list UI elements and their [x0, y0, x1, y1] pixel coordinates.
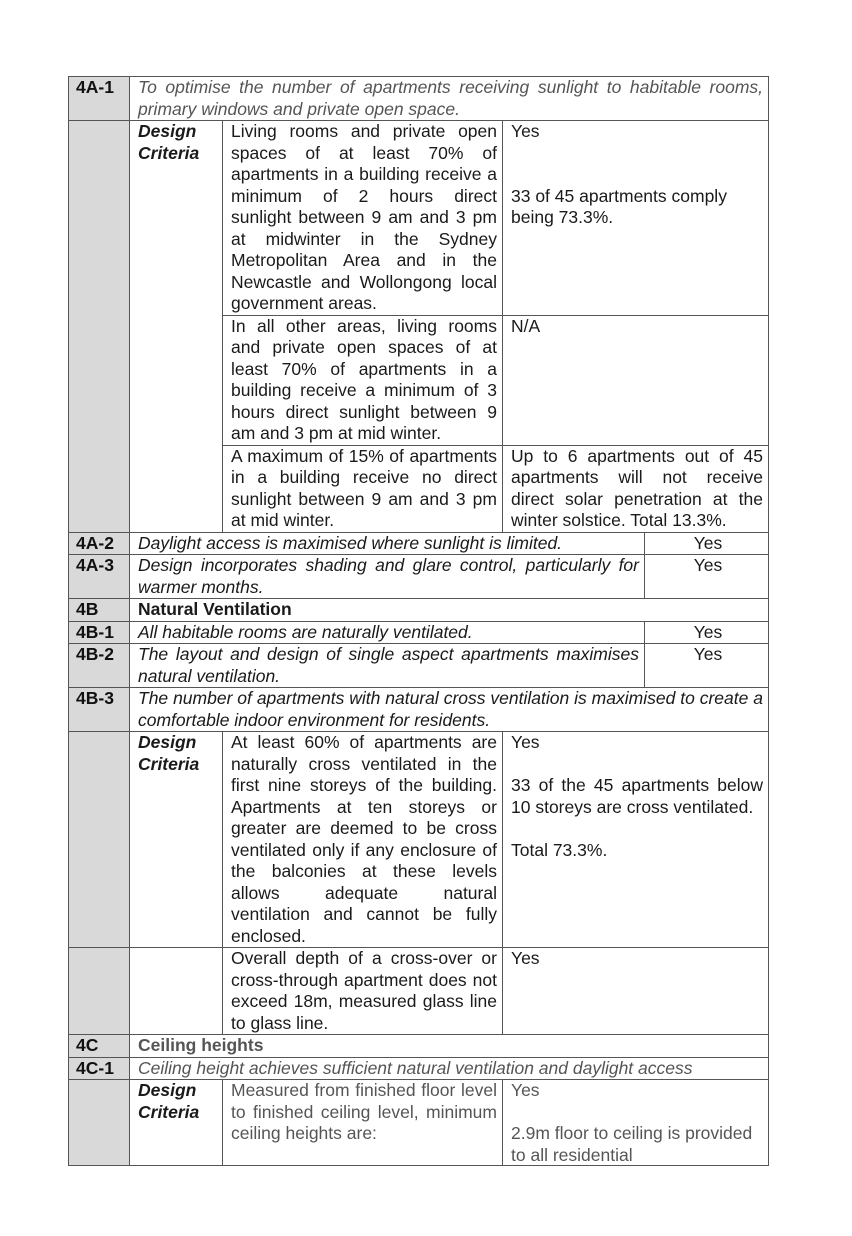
criteria-text: At least 60% of apartments are naturally cross ventilated in the first nine storeys of the building. Apartments at ten storeys or greater are deemed to be cross ventilated only if any enclosure of the balconies at these levels allows adequate natural ventilation and cannot be fully enclosed. [223, 732, 503, 948]
objective-text: All habitable rooms are naturally ventilated. [130, 621, 645, 644]
result-note: 33 of 45 apartments comply being 73.3%. [511, 185, 727, 227]
result-text: Yes [645, 555, 769, 599]
row-code-empty [69, 121, 130, 533]
table-row [69, 1057, 769, 1080]
row-code: 4B-2 [69, 644, 130, 688]
result-cell [503, 121, 769, 316]
result-cell [503, 1080, 769, 1166]
row-code: 4B-1 [69, 621, 130, 644]
row-code: 4A-1 [69, 77, 130, 121]
criteria-text-inner: Measured from finished floor level to finished ceiling level, minimum ceiling heights are: [231, 1080, 497, 1143]
criteria-text [223, 1080, 503, 1166]
empty-label-cell [130, 948, 223, 1035]
objective-text: The layout and design of single aspect apartments maximises natural ventilation. [130, 644, 645, 688]
criteria-text: Overall depth of a cross-over or cross-through apartment does not exceed 18m, measured glass line to glass line. [223, 948, 503, 1035]
objective-text: Ceiling height achieves sufficient natural ventilation and daylight access [130, 1057, 769, 1080]
result-text: Yes [645, 621, 769, 644]
objective-text: To optimise the number of apartments receiving sunlight to habitable rooms, primary windows and private open space. [130, 77, 769, 121]
result-text: Yes [503, 948, 769, 1035]
section-code: 4C [69, 1035, 130, 1058]
result-text: Yes [511, 121, 540, 141]
result-text: Up to 6 apartments out of 45 apartments will not receive direct solar penetration at the winter solstice. Total 13.3%. [503, 445, 769, 532]
row-code: 4C-1 [69, 1057, 130, 1080]
row-code-empty [69, 732, 130, 948]
criteria-text: Living rooms and private open spaces of at least 70% of apartments in a building receive a minimum of 2 hours direct sunlight between 9 am and 3 pm at midwinter in the Sydney Metropolitan Area and in the Newcastle and Wollongong local government areas. [223, 121, 503, 316]
table-row [69, 599, 769, 622]
objective-text: Daylight access is maximised where sunlight is limited. [130, 532, 645, 555]
table-row [69, 1080, 769, 1166]
design-criteria-label: Design Criteria [130, 732, 223, 948]
table-row [69, 555, 769, 599]
row-code: 4A-2 [69, 532, 130, 555]
result-text: Yes 2.9m floor to ceiling is provided to all residential [511, 1080, 753, 1165]
design-criteria-label: Design Criteria [130, 1080, 223, 1166]
table-row [69, 732, 769, 948]
objective-text: Design incorporates shading and glare control, particularly for warmer months. [130, 555, 645, 599]
result-text: Yes [645, 532, 769, 555]
table-row [69, 1035, 769, 1058]
criteria-text: A maximum of 15% of apartments in a building receive no direct sunlight between 9 am and 3 pm at mid winter. [223, 445, 503, 532]
table-row [69, 77, 769, 121]
row-code-empty [69, 1080, 130, 1166]
design-criteria-label: Design Criteria [130, 121, 223, 533]
result-text: Yes 33 of the 45 apartments below 10 storeys are cross ventilated. Total 73.3%. [503, 732, 769, 948]
compliance-document [68, 76, 768, 1166]
table-row [69, 688, 769, 732]
compliance-table [68, 76, 769, 1166]
objective-text: The number of apartments with natural cross ventilation is maximised to create a comfortable indoor environment for residents. [130, 688, 769, 732]
row-code: 4A-3 [69, 555, 130, 599]
section-code: 4B [69, 599, 130, 622]
row-code-empty [69, 948, 130, 1035]
result-text: N/A [503, 315, 769, 445]
section-title: Natural Ventilation [130, 599, 769, 622]
section-title: Ceiling heights [130, 1035, 769, 1058]
table-row [69, 948, 769, 1035]
criteria-text: In all other areas, living rooms and private open spaces of at least 70% of apartments in a building receive a minimum of 3 hours direct sunlight between 9 am and 3 pm at mid winter. [223, 315, 503, 445]
table-row [69, 121, 769, 316]
table-row [69, 644, 769, 688]
table-row [69, 621, 769, 644]
result-text: Yes [645, 644, 769, 688]
row-code: 4B-3 [69, 688, 130, 732]
table-row [69, 532, 769, 555]
